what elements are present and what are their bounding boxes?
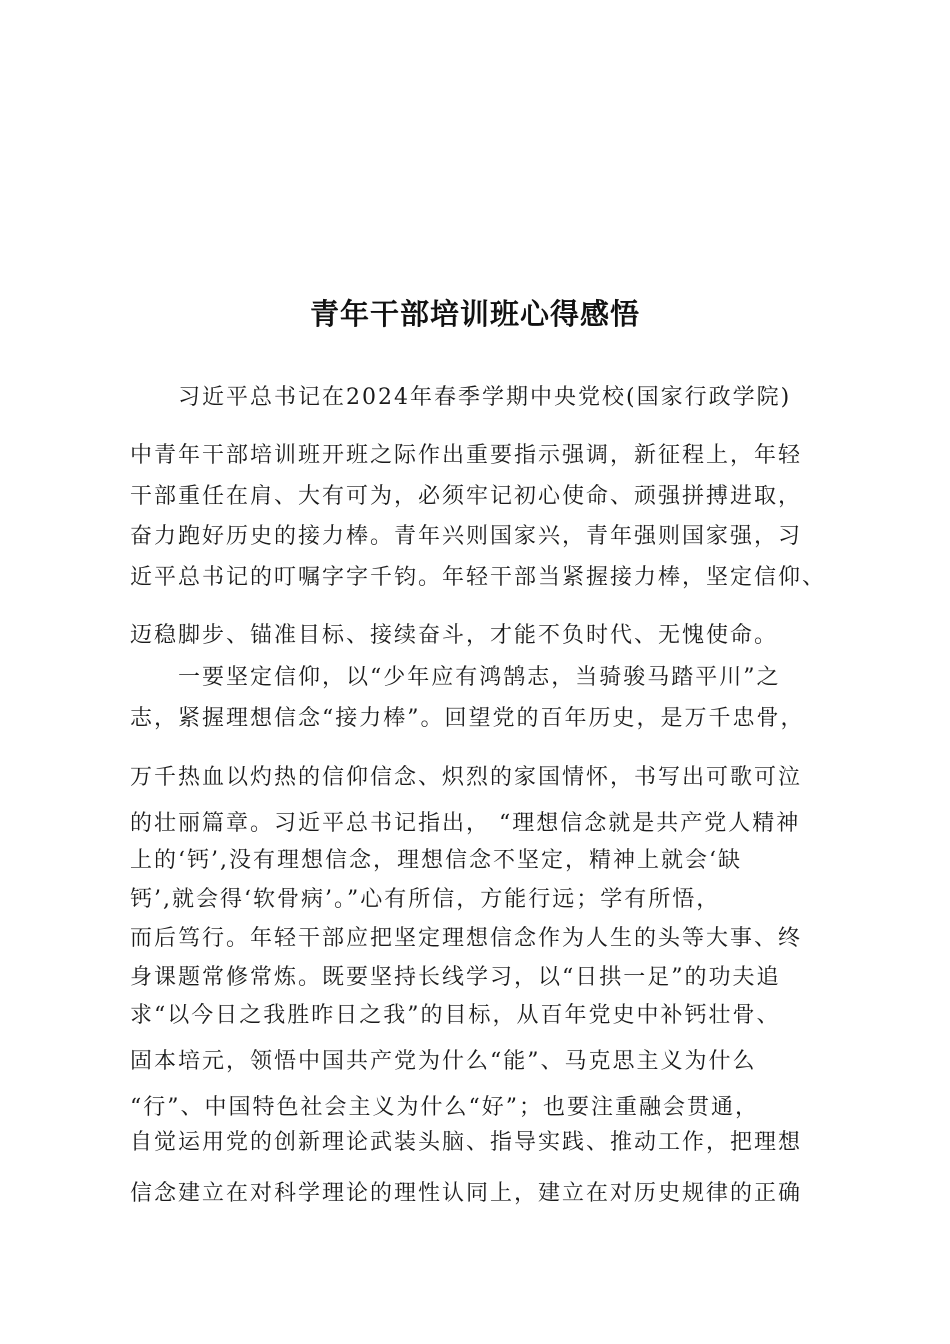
paragraph-line: 求“以今日之我胜昨日之我”的目标，从百年党史中补钙壮骨、 bbox=[130, 1003, 781, 1028]
paragraph-line: 志，紧握理想信念“接力棒”。回望党的百年历史，是万千忠骨， bbox=[130, 706, 805, 731]
paragraph-line: 钙’,就会得‘软骨病’。”心有所信，方能行远；学有所悟， bbox=[130, 887, 721, 912]
document-title: 青年干部培训班心得感悟 bbox=[309, 297, 640, 331]
paragraph-line: 而后笃行。年轻干部应把坚定理想信念作为人生的头等大事、终 bbox=[130, 926, 803, 951]
paragraph-line: 自觉运用党的创新理论武装头脑、指导实践、推动工作，把理想 bbox=[130, 1130, 803, 1155]
paragraph-line: 固本培元，领悟中国共产党为什么“能”、马克思主义为什么 bbox=[130, 1049, 757, 1074]
paragraph-line: “行”、中国特色社会主义为什么“好”；也要注重融会贯通， bbox=[130, 1095, 759, 1120]
paragraph-line: 近平总书记的叮嘱字字千钧。年轻干部当紧握接力棒，坚定信仰、 bbox=[130, 565, 827, 590]
paragraph-line: 一要坚定信仰，以“少年应有鸿鹄志，当骑骏马踏平川”之 bbox=[178, 665, 781, 690]
paragraph-line: 身课题常修常炼。既要坚持长线学习，以“日拱一足”的功夫追 bbox=[130, 965, 781, 990]
paragraph-line: 奋力跑好历史的接力棒。青年兴则国家兴，青年强则国家强，习 bbox=[130, 524, 803, 549]
paragraph-line: 干部重任在肩、大有可为，必须牢记初心使命、顽强拼搏进取， bbox=[130, 484, 803, 509]
paragraph-line: 迈稳脚步、锚准目标、接续奋斗，才能不负时代、无愧使命。 bbox=[130, 623, 779, 648]
paragraph-line: 信念建立在对科学理论的理性认同上，建立在对历史规律的正确 bbox=[130, 1181, 803, 1206]
paragraph-line: 的壮丽篇章。习近平总书记指出， “理想信念就是共产党人精神 bbox=[130, 811, 801, 836]
paragraph-line: 中青年干部培训班开班之际作出重要指示强调，新征程上，年轻 bbox=[130, 443, 803, 468]
paragraph-line: 上的‘钙’,没有理想信念，理想信念不坚定，精神上就会‘缺 bbox=[130, 848, 742, 873]
paragraph-line: 万千热血以灼热的信仰信念、炽烈的家国情怀，书写出可歌可泣 bbox=[130, 765, 803, 790]
paragraph-line: 习近平总书记在2024年春季学期中央党校(国家行政学院) bbox=[178, 385, 792, 410]
